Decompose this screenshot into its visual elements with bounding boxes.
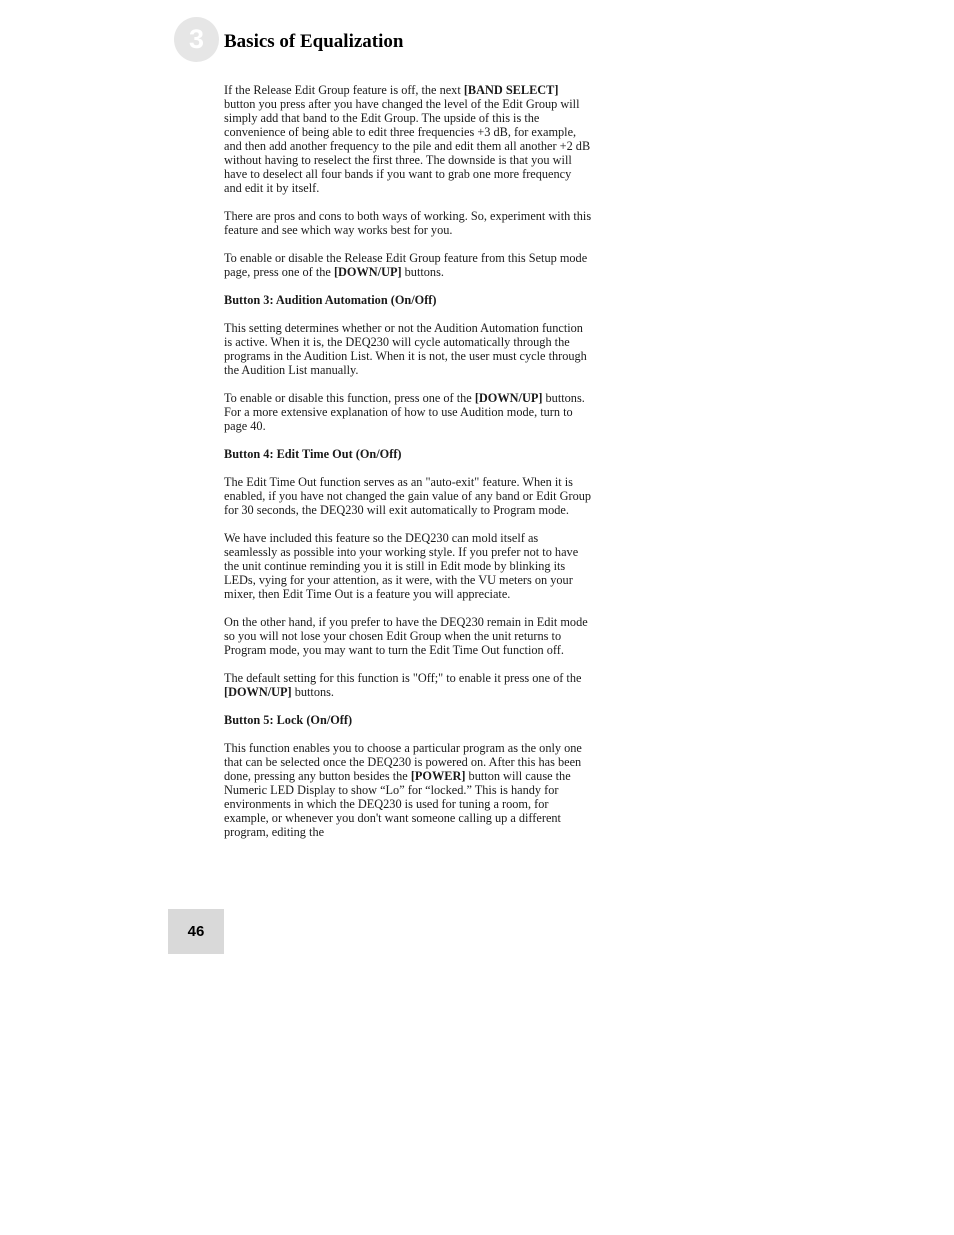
- down-up-label: [DOWN/UP]: [474, 391, 543, 405]
- paragraph-enable-audition: [224, 391, 592, 433]
- paragraph-lock: [224, 741, 592, 839]
- paragraph-release-edit-group-off: [224, 83, 592, 195]
- paragraph-audition-automation: This setting determines whether or not the Audition Automation function is active. When it is, the DEQ230 will cycle automatically through the programs in the Audition List. When it is not, the user must cycle through the Audition List manually.: [224, 321, 587, 377]
- heading-button-4: Button 4: Edit Time Out (On/Off): [224, 447, 402, 461]
- page-number: 46: [187, 923, 205, 940]
- text-run: buttons. For a more extensive explanation of how to use Audition mode, turn to page 40.: [224, 391, 585, 433]
- text-run: To enable or disable the Release Edit Group feature from this Setup mode page, press one of the: [224, 251, 588, 279]
- band-select-label: [BAND SELECT]: [463, 83, 559, 97]
- page-title: Basics of Equalization: [224, 31, 404, 52]
- text-run: If the Release Edit Group feature is off, the next: [224, 83, 464, 97]
- text-run: To enable or disable this function, press one of the: [224, 391, 475, 405]
- down-up-label: [DOWN/UP]: [224, 685, 292, 699]
- text-run: buttons.: [291, 685, 334, 699]
- text-run: button will cause the Numeric LED Display to show “Lo” for “locked.” This is handy for environments in which the DEQ230 is used for tuning a room, for example, or whenever you don't want someone calling up a different program, editing the: [224, 769, 571, 839]
- heading-button-3: Button 3: Audition Automation (On/Off): [224, 293, 437, 307]
- power-label: [POWER]: [410, 769, 466, 783]
- text-run: This function enables you to choose a particular program as the only one that can be selected once the DEQ230 is powered on. After this has been done, pressing any button besides the: [224, 741, 582, 783]
- down-up-label: [DOWN/UP]: [333, 265, 402, 279]
- page-number-box: [168, 909, 224, 954]
- heading-button-5: Button 5: Lock (On/Off): [224, 713, 353, 727]
- text-run: The default setting for this function is "Off;" to enable it press one of the: [224, 671, 582, 685]
- text-run: button you press after you have changed the level of the Edit Group will simply add that band to the Edit Group. The upside of this is the convenience of being able to edit three frequencies +3 dB, for example, and then add another frequency to the pile and edit them all another +2 dB without having to reselect the first three. The downside is that you will have to deselect all four bands if you want to grab one more frequency and edit it by itself.: [224, 97, 591, 195]
- paragraph-working-style: We have included this feature so the DEQ230 can mold itself as seamlessly as possible into your working style. If you prefer not to have the unit continue reminding you it is still in Edit mode by blinking its LEDs, vying for your attention, as it were, with the VU meters on your mixer, then Edit Time Out is a feature you will appreciate.: [224, 531, 579, 601]
- body-text: [224, 83, 592, 853]
- paragraph-pros-cons: There are pros and cons to both ways of working. So, experiment with this feature and see which way works best for you.: [224, 209, 592, 237]
- chapter-number-badge: 3: [174, 17, 219, 62]
- paragraph-enable-release-edit-group: [224, 251, 592, 279]
- text-run: buttons.: [401, 265, 444, 279]
- paragraph-default-setting: [224, 671, 592, 699]
- paragraph-other-hand: On the other hand, if you prefer to have the DEQ230 remain in Edit mode so you will not lose your chosen Edit Group when the unit returns to Program mode, you may want to turn the Edit Time Out function off.: [224, 615, 588, 657]
- paragraph-edit-time-out: The Edit Time Out function serves as an "auto-exit" feature. When it is enabled, if you have not changed the gain value of any band or Edit Group for 30 seconds, the DEQ230 will exit automatically to Program mode.: [224, 475, 592, 517]
